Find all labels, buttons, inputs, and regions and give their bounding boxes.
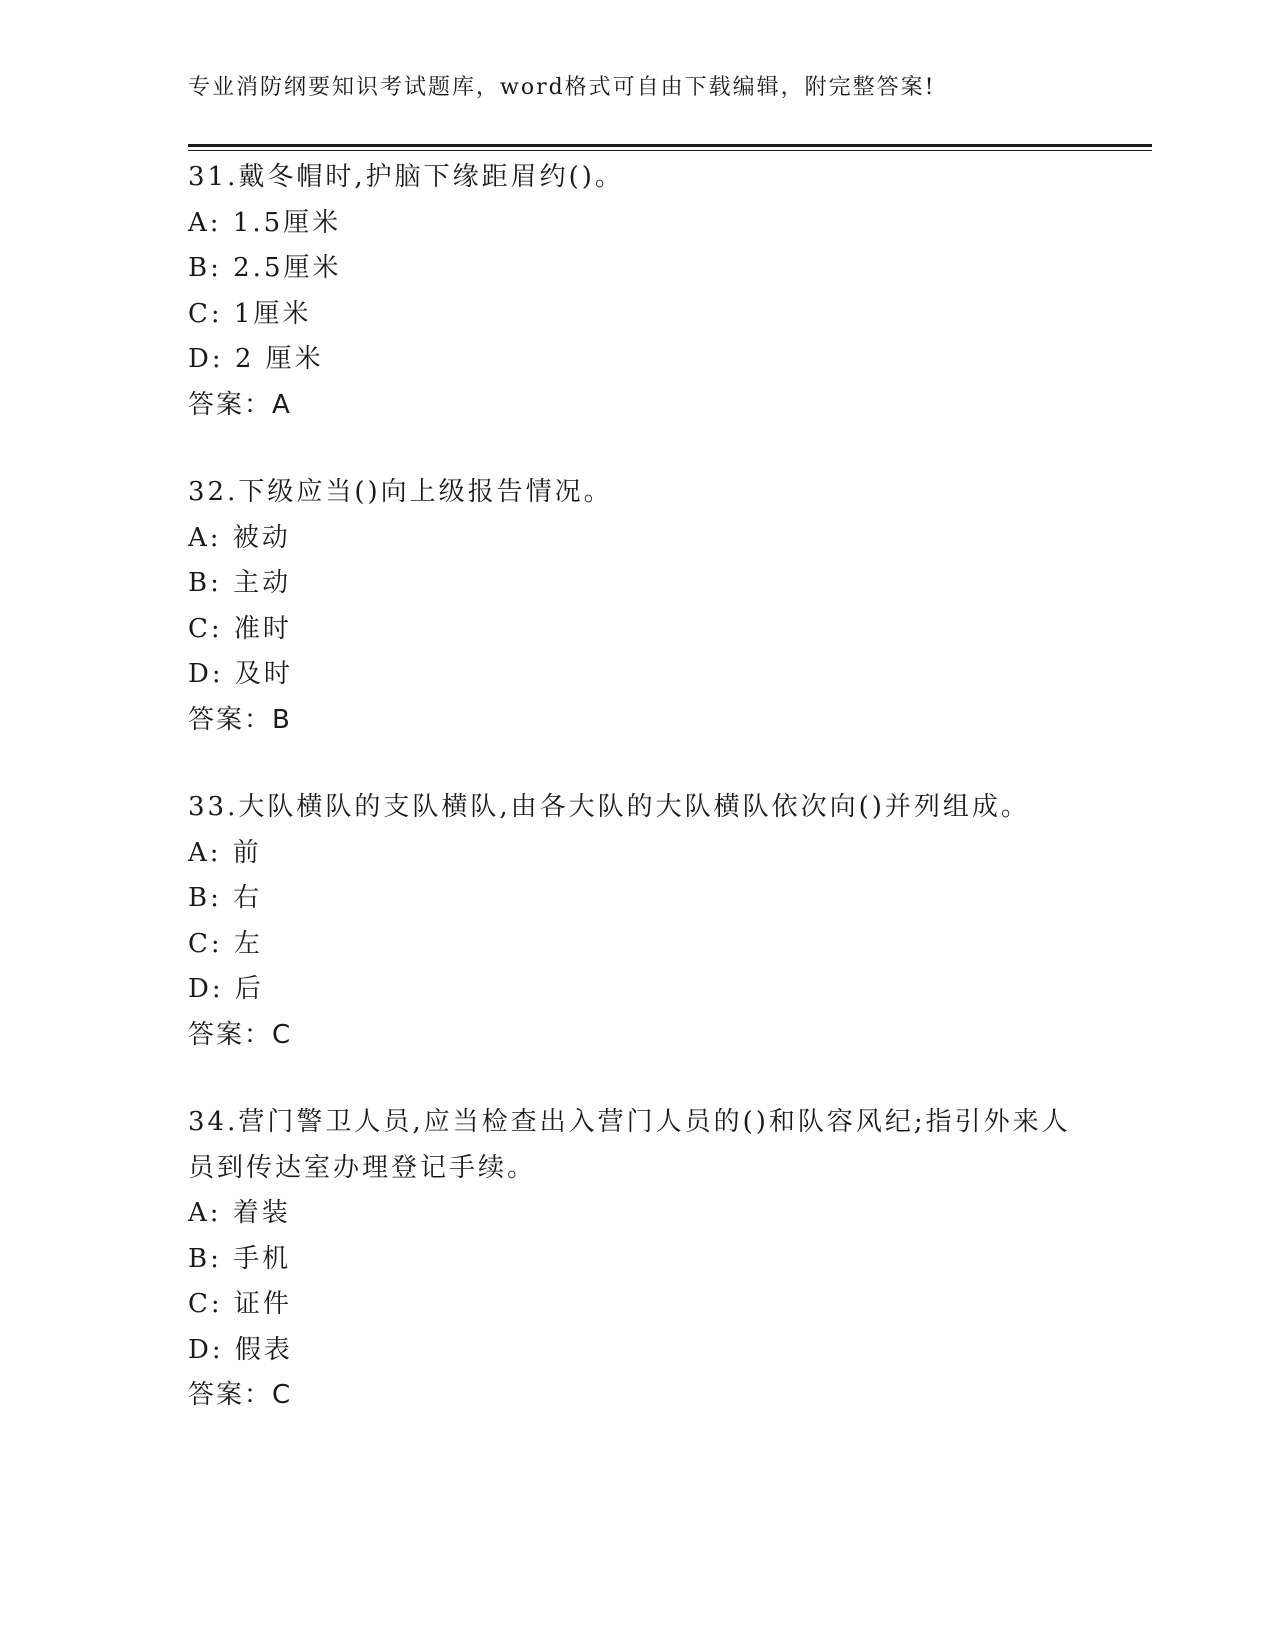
header-rule-thick: [188, 144, 1152, 147]
question-stem: 32.下级应当()向上级报告情况。: [188, 477, 613, 507]
question-stem: 31.戴冬帽时,护脑下缘距眉约()。: [188, 162, 624, 192]
option-a: A: 被动: [188, 522, 291, 553]
answer-line: 答案：C: [188, 1380, 293, 1410]
option-d: D: 2 厘米: [188, 344, 324, 374]
page-header-text: 专业消防纲要知识考试题库，word格式可自由下载编辑，附完整答案!: [188, 75, 936, 100]
option-d: D: 后: [188, 974, 264, 1004]
question-34: [188, 1100, 1088, 1419]
question-32: [188, 470, 1088, 743]
question-31: [188, 155, 1088, 428]
option-b: B: 2.5厘米: [188, 253, 342, 283]
header-rule-thin: [188, 150, 1152, 151]
answer-line: 答案：C: [188, 1019, 293, 1050]
option-d: D: 假表: [188, 1334, 293, 1365]
question-stem: 34.营门警卫人员,应当检查出入营门人员的()和队容风纪;指引外来人员到传达室办理登记手续。: [188, 1107, 1071, 1183]
option-c: C: 证件: [188, 1289, 292, 1319]
option-d: D: 及时: [188, 659, 293, 689]
option-c: C: 1厘米: [188, 298, 312, 329]
question-stem: 33.大队横队的支队横队,由各大队的大队横队依次向()并列组成。: [188, 792, 1030, 822]
option-a: A: 前: [188, 837, 262, 868]
answer-line: 答案：A: [188, 389, 292, 420]
option-a: A: 着装: [188, 1198, 291, 1228]
answer-line: 答案：B: [188, 704, 292, 735]
option-b: B: 主动: [188, 568, 292, 598]
question-33: [188, 785, 1088, 1058]
option-a: A: 1.5厘米: [188, 207, 342, 238]
option-c: C: 准时: [188, 613, 292, 644]
option-b: B: 手机: [188, 1243, 292, 1274]
option-c: C: 左: [188, 928, 263, 959]
option-b: B: 右: [188, 883, 263, 913]
